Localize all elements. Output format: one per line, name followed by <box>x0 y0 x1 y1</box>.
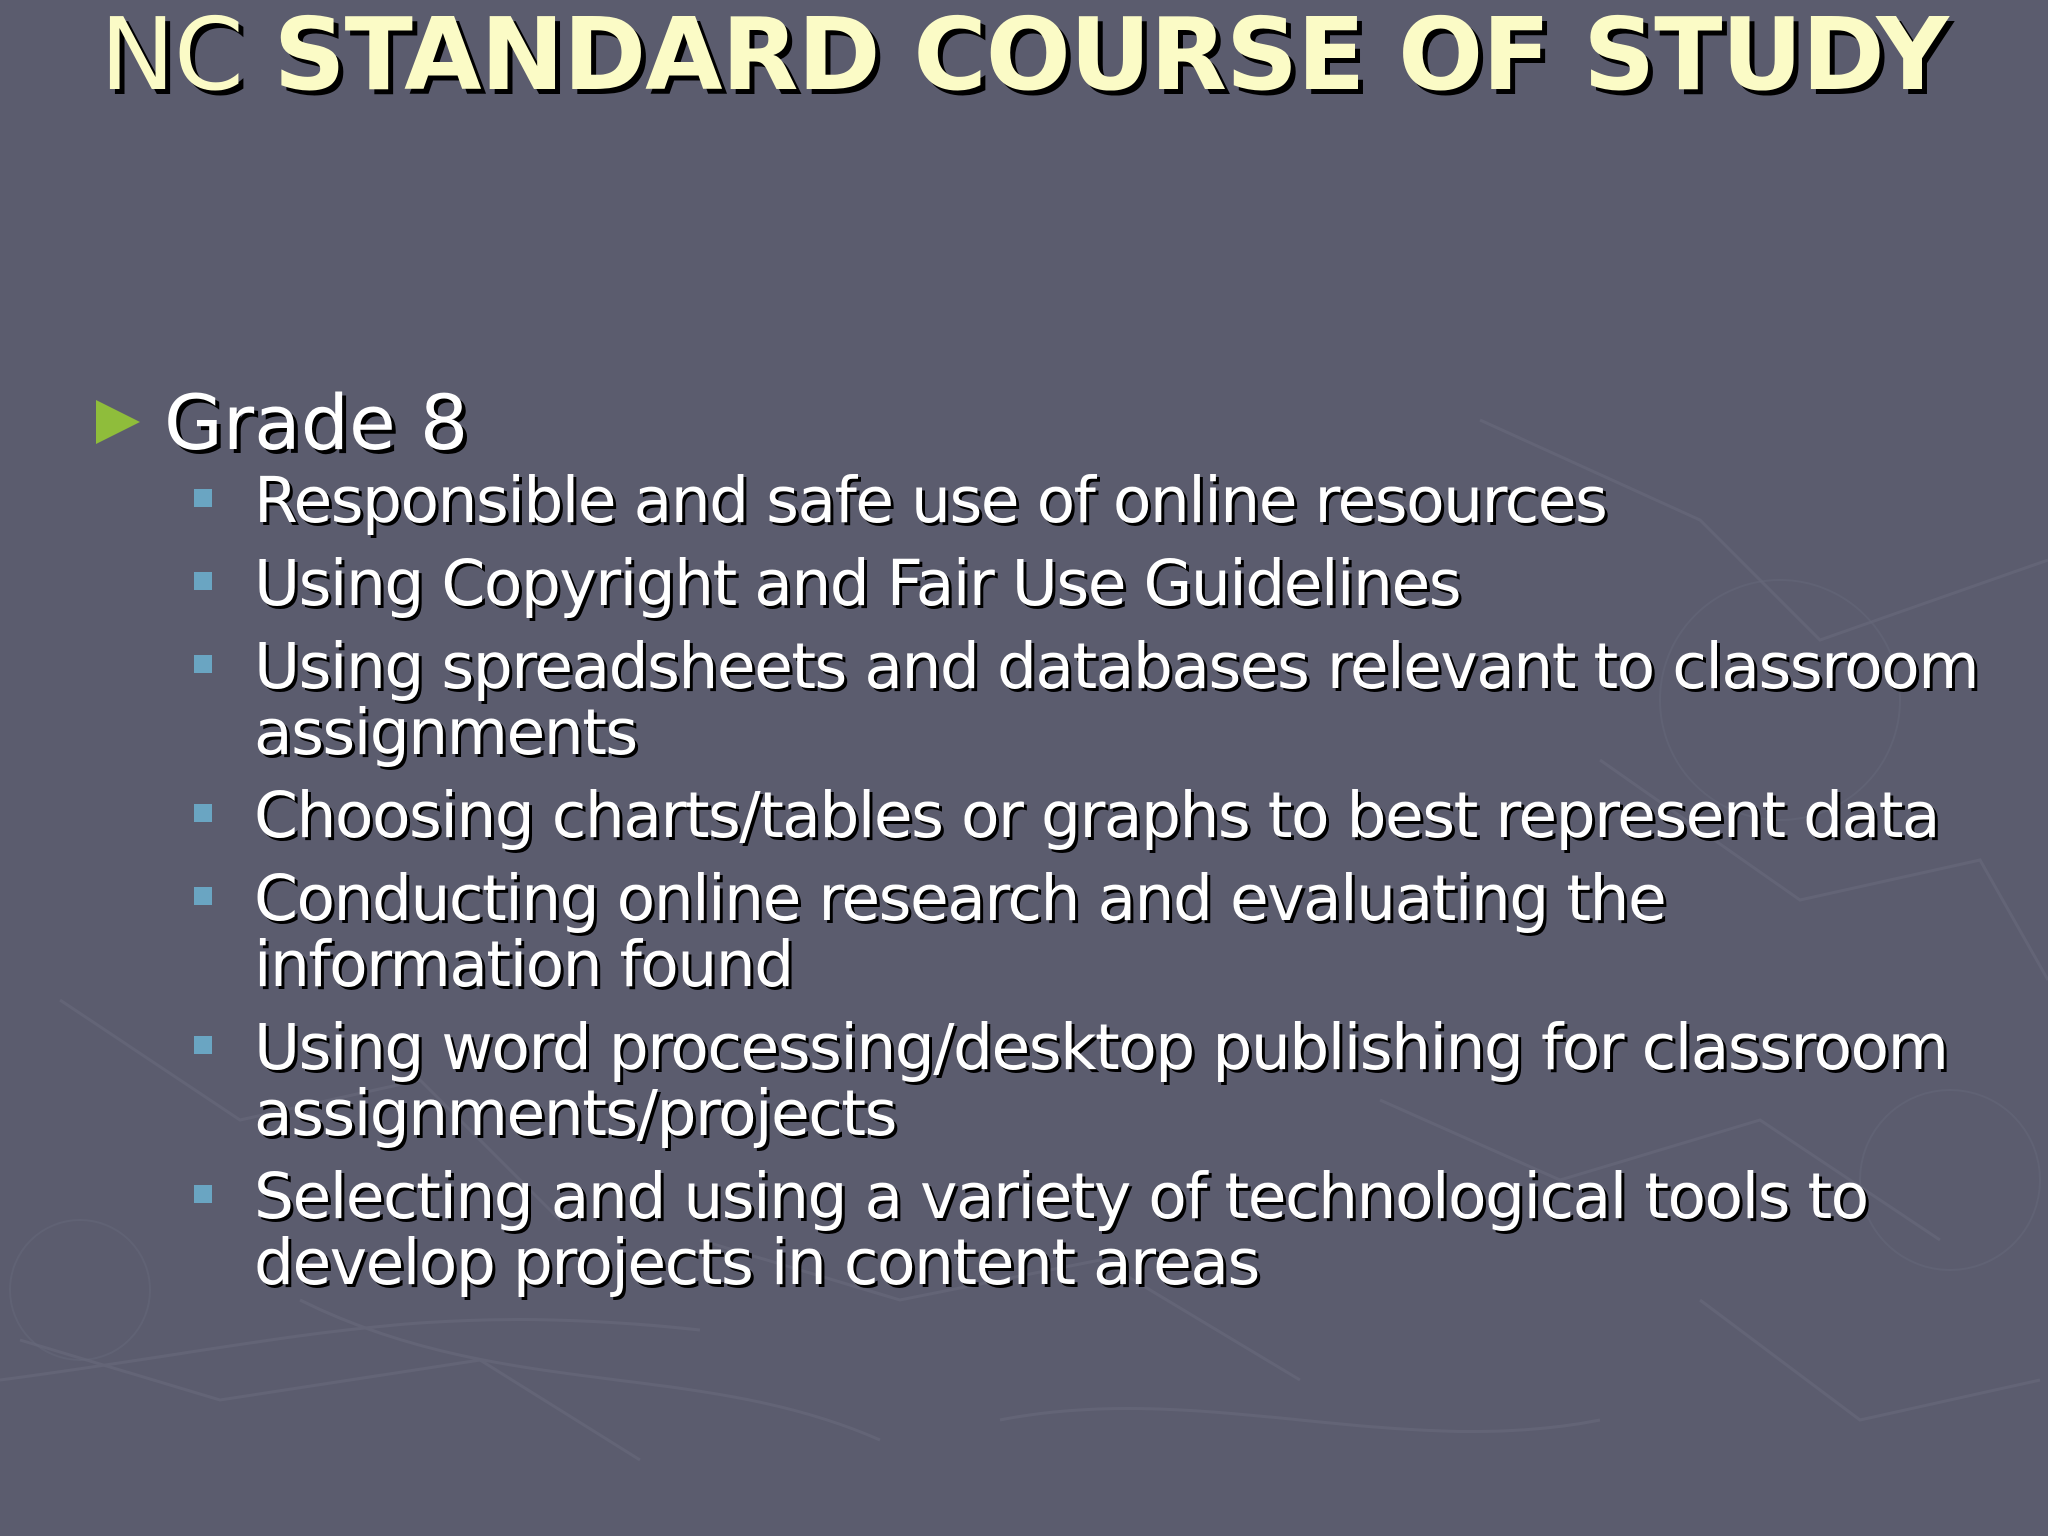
list-item <box>254 862 1996 1001</box>
list-item <box>254 1160 1996 1299</box>
square-bullet-icon <box>194 887 212 905</box>
slide-title <box>0 0 2048 122</box>
square-bullet-icon <box>194 489 212 507</box>
square-bullet-icon <box>194 1185 212 1203</box>
triangle-arrow-icon <box>96 400 140 444</box>
square-bullet-icon <box>194 1036 212 1054</box>
square-bullet-icon <box>194 655 212 673</box>
list-item-text: Selecting and using a variety of technological tools to develop projects in content areas <box>254 1160 1868 1299</box>
grade-heading <box>96 378 1996 468</box>
list-item <box>254 464 1996 537</box>
list-item <box>254 547 1996 620</box>
title-main: STANDARD COURSE OF STUDY <box>273 0 1948 113</box>
list-item-text: Using word processing/desktop publishing for classroom assignments/projects <box>254 1011 1948 1150</box>
square-bullet-icon <box>194 804 212 822</box>
slide-body <box>96 378 1996 1313</box>
list-item <box>254 1011 1996 1150</box>
standards-list <box>254 464 1996 1299</box>
grade-heading-label: Grade 8 <box>164 378 469 467</box>
list-item-text: Responsible and safe use of online resources <box>254 464 1607 537</box>
title-prefix: NC <box>100 0 243 113</box>
list-item-text: Using Copyright and Fair Use Guidelines <box>254 547 1461 620</box>
list-item-text: Conducting online research and evaluating the information found <box>254 862 1666 1001</box>
list-item-text: Using spreadsheets and databases relevant to classroom assignments <box>254 630 1979 769</box>
list-item-text: Choosing charts/tables or graphs to best represent data <box>254 779 1940 852</box>
list-item <box>254 779 1996 852</box>
list-item <box>254 630 1996 769</box>
square-bullet-icon <box>194 572 212 590</box>
